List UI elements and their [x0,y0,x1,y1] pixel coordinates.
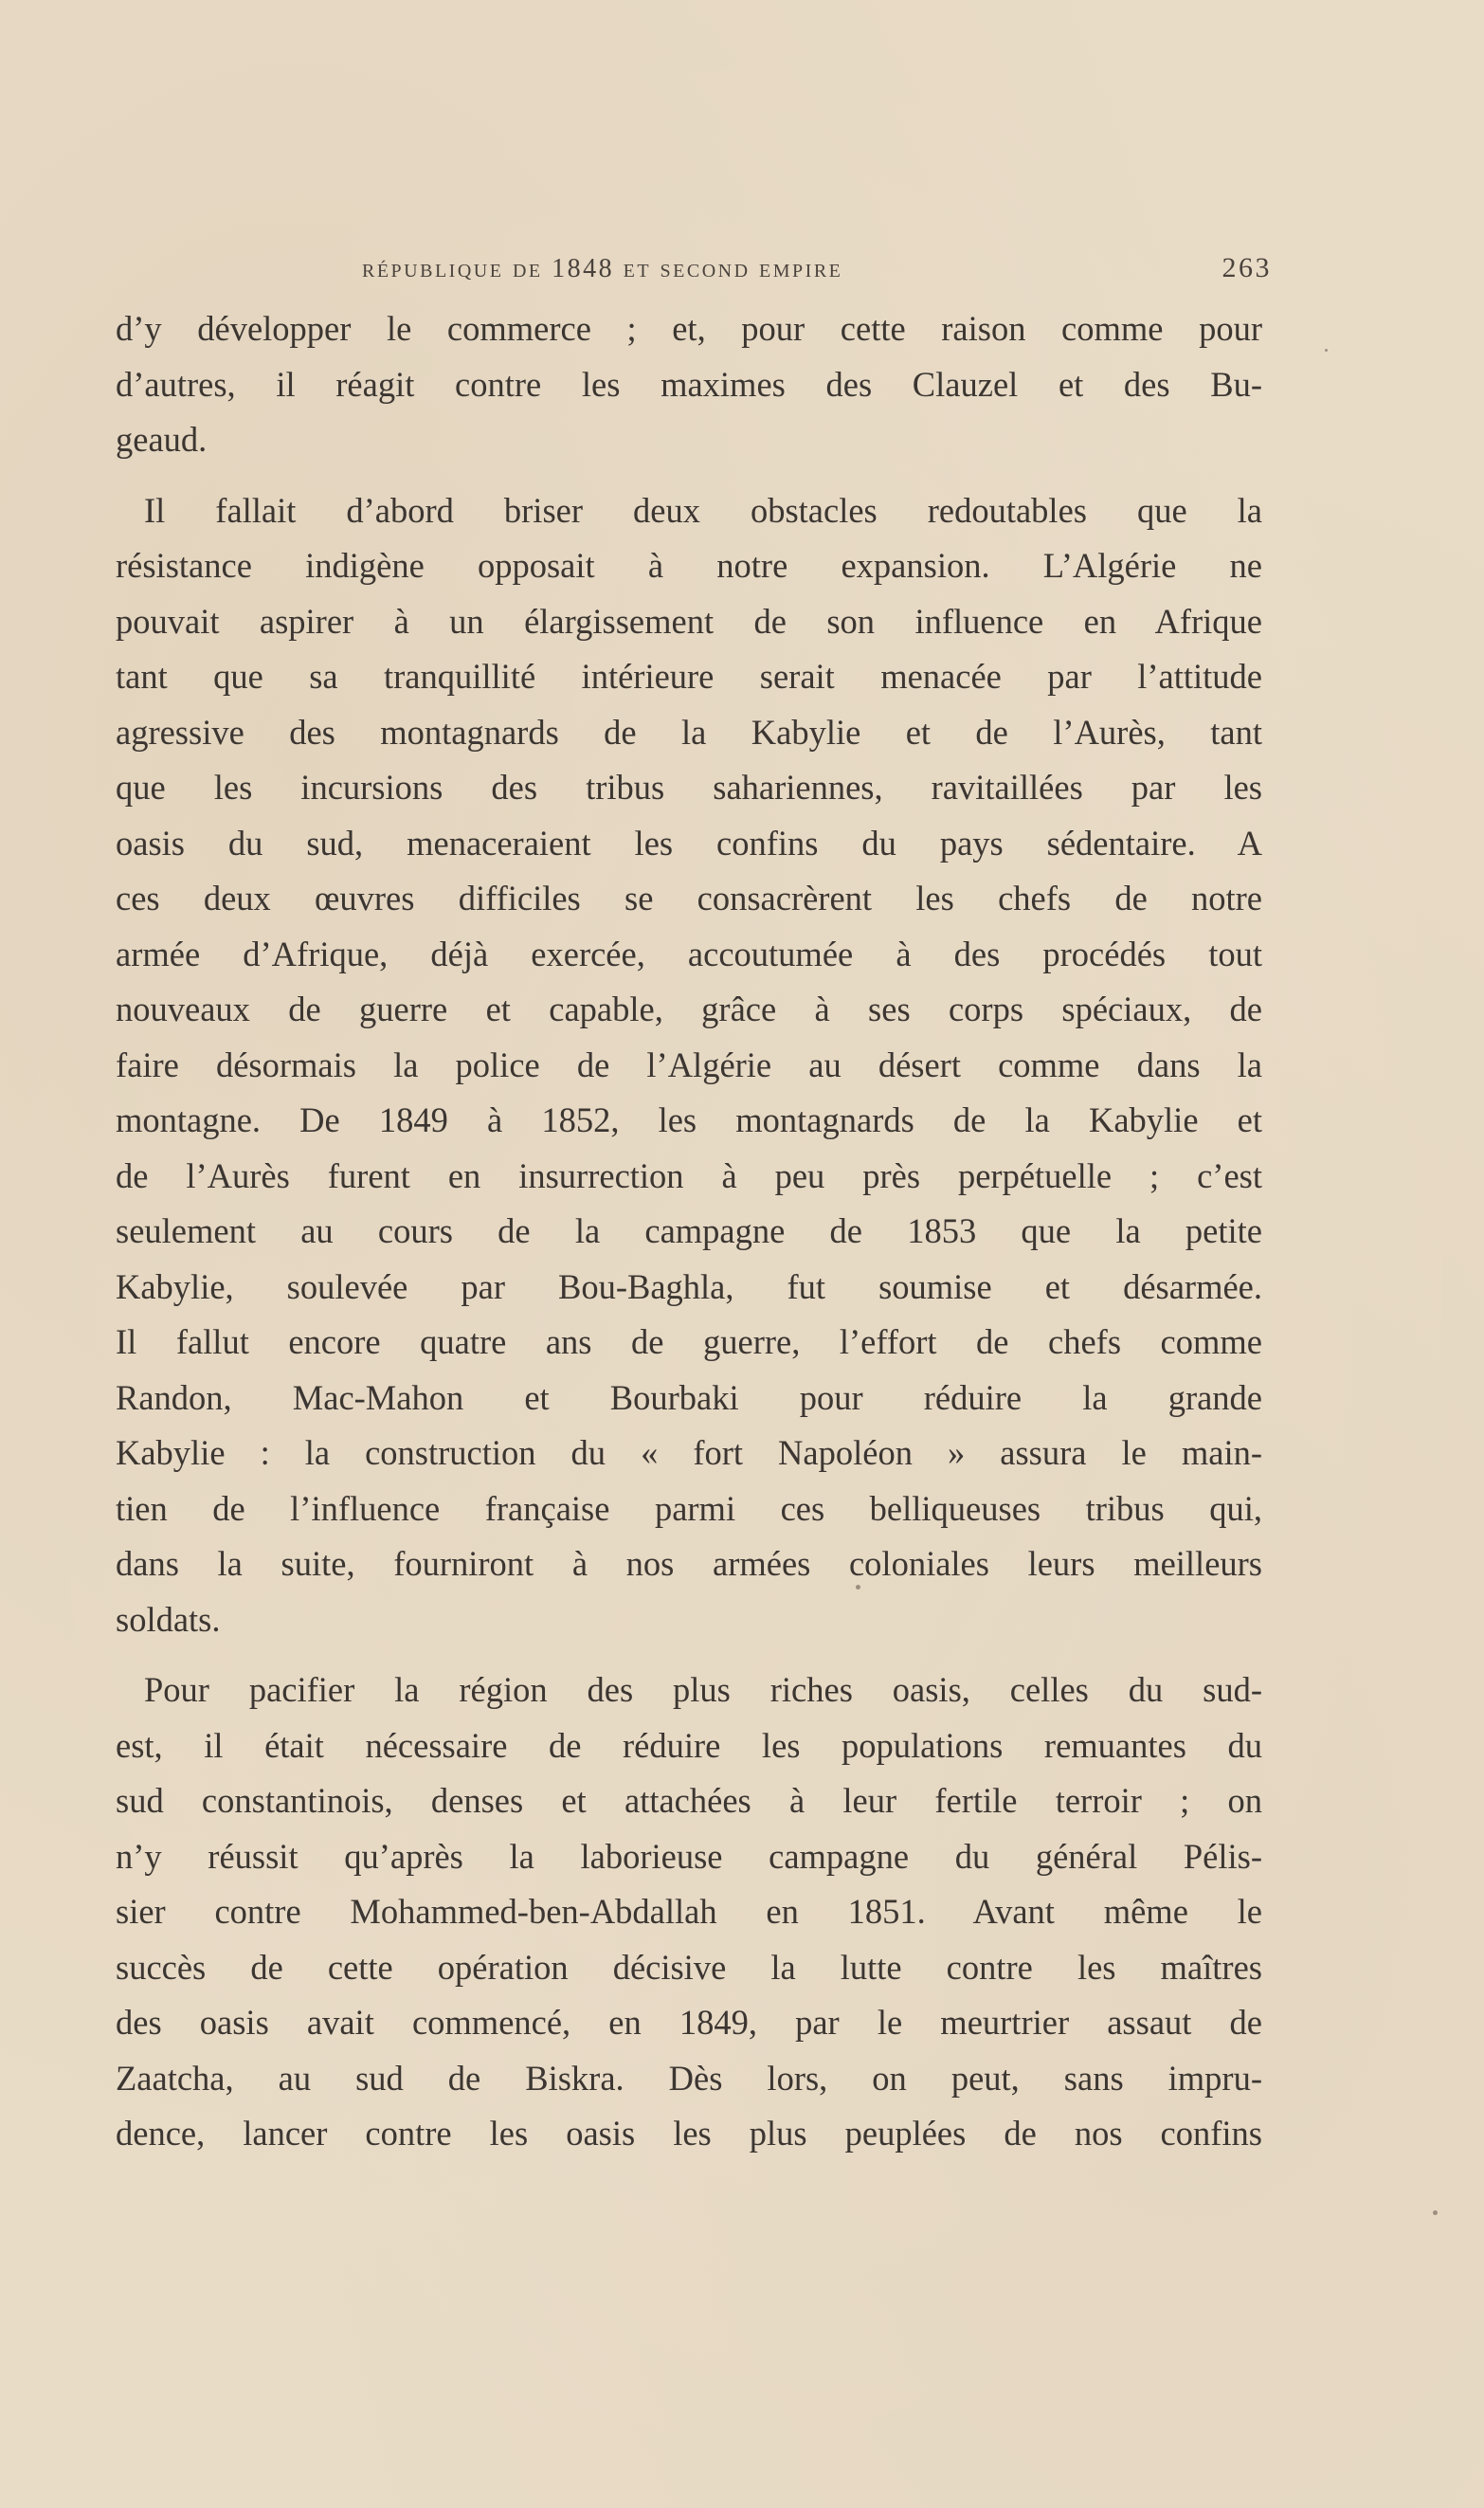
text-line: armée d’Afrique, déjà exercée, accoutumée à des procédés tout [116,934,1262,973]
text-line: tien de l’influence française parmi ces belliqueuses tribus qui, [116,1488,1262,1528]
paragraph-3 [116,1663,1262,2162]
text-line: d’autres, il réagit contre les maximes des Clauzel et des Bu- [116,364,1262,404]
text-line: faire désormais la police de l’Algérie au désert comme dans la [116,1045,1262,1084]
text-line: Kabylie, soulevée par Bou-Baghla, fut soumise et désarmée. [116,1266,1262,1306]
text-line: Zaatcha, au sud de Biskra. Dès lors, on peut, sans impru- [116,2058,1262,2098]
text-line: pouvait aspirer à un élargissement de son influence en Afrique [116,601,1262,641]
text-line: dans la suite, fourniront à nos armées coloniales leurs meilleurs [116,1544,1262,1583]
text-line: Il fallait d’abord briser deux obstacles redoutables que la [144,490,1262,530]
text-line: nouveaux de guerre et capable, grâce à ses corps spéciaux, de [116,990,1262,1028]
text-line: Il fallut encore quatre ans de guerre, l’effort de chefs comme [116,1322,1262,1361]
text-line: d’y développer le commerce ; et, pour cette raison comme pour [116,309,1262,348]
text-line: Kabylie : la construction du « fort Napoléon » assura le main- [116,1433,1262,1472]
text-line: ces deux œuvres difficiles se consacrèrent les chefs de notre [116,879,1262,918]
text-line: tant que sa tranquillité intérieure serait menacée par l’attitude [116,657,1262,696]
text-line: sud constantinois, denses et attachées à leur fertile terroir ; on [116,1781,1262,1820]
paragraph-2 [116,483,1262,1648]
text-line: montagne. De 1849 à 1852, les montagnards de la Kabylie et [116,1100,1262,1139]
body-text [116,301,1262,2162]
text-line: Randon, Mac-Mahon et Bourbaki pour réduire la grande [116,1377,1262,1417]
text-line: de l’Aurès furent en insurrection à peu près perpétuelle ; c’est [116,1155,1262,1195]
book-page [116,248,1272,2277]
text-line: dence, lancer contre les oasis les plus peuplées de nos confins [116,2114,1262,2153]
text-line: n’y réussit qu’après la laborieuse campagne du général Pélis- [116,1836,1262,1876]
paper-speck [1325,349,1328,352]
text-line: sier contre Mohammed-ben-Abdallah en 1851. Avant même le [116,1892,1262,1931]
text-line: agressive des montagnards de la Kabylie et de l’Aurès, tant [116,712,1262,752]
text-line: oasis du sud, menaceraient les confins du pays sédentaire. A [116,823,1262,863]
text-line: geaud. [116,420,208,459]
text-line: est, il était nécessaire de réduire les populations remuantes du [116,1725,1262,1765]
text-line: seulement au cours de la campagne de 1853 que la petite [116,1211,1262,1250]
text-line: des oasis avait commencé, en 1849, par le meurtrier assaut de [116,2003,1262,2042]
text-line: résistance indigène opposait à notre expansion. L’Algérie ne [116,546,1262,585]
running-head-title: république de 1848 et second empire [362,254,843,283]
text-line: que les incursions des tribus sahariennes, ravitaillées par les [116,768,1262,807]
text-line: Pour pacifier la région des plus riches oasis, celles du sud- [144,1670,1262,1709]
running-head [116,248,1272,294]
paragraph-1 [116,301,1262,468]
paper-speck [1433,2210,1438,2215]
text-line: soldats. [116,1599,221,1639]
paper-speck [856,1585,860,1590]
text-line: succès de cette opération décisive la lutte contre les maîtres [116,1947,1262,1987]
page-number: 263 [1222,252,1272,283]
